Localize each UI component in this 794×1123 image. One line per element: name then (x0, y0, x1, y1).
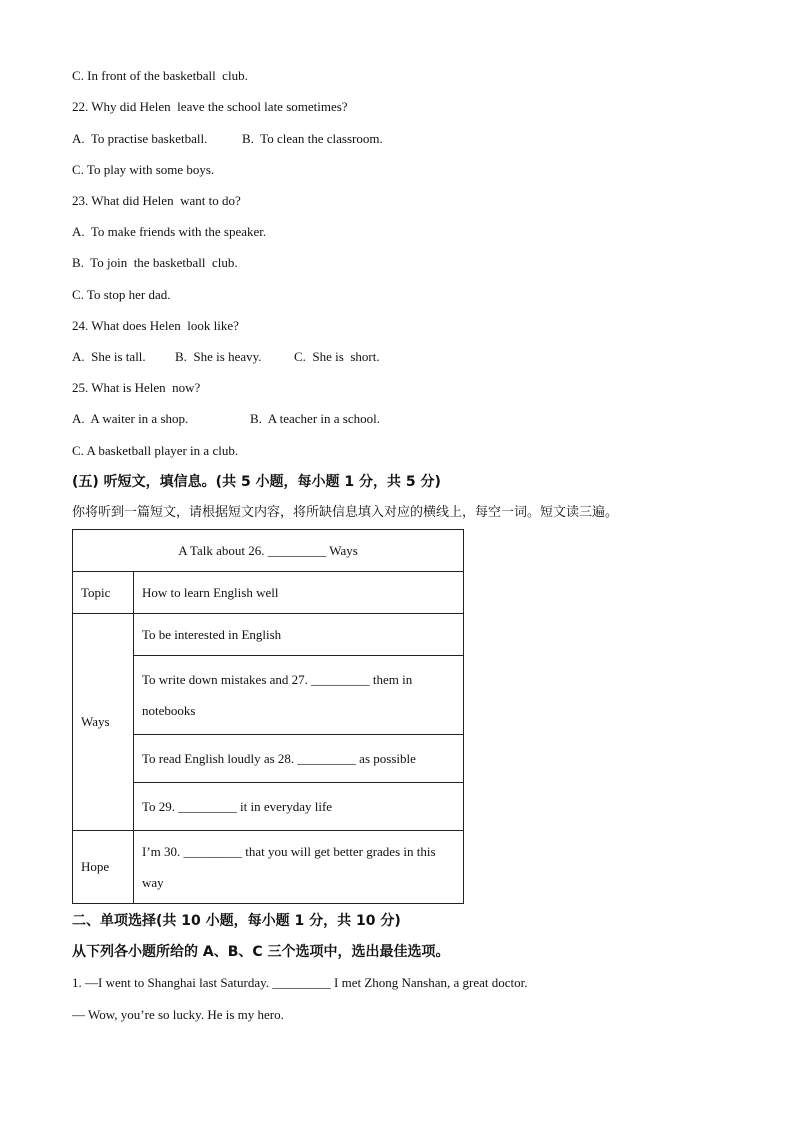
ways-label: Ways (73, 614, 134, 831)
hope-value-text: I’m 30. _________ that you will get better grades in this way (142, 844, 436, 890)
q25-option-b: B. A teacher in a school. (250, 411, 380, 426)
way-item-1: To be interested in English (134, 614, 464, 656)
q23-option-b: B. To join the basketball club. (72, 255, 238, 270)
q22-option-c: C. To play with some boys. (72, 162, 215, 177)
section-5-heading: (五) 听短文，填信息。(共 5 小题，每小题 1 分，共 5 分) (72, 474, 441, 490)
q25-option-c: C. A basketball player in a club. (72, 443, 239, 458)
q24-option-a: A. She is tall. (72, 349, 146, 364)
way-item-2-text: To write down mistakes and 27. _________ them in notebooks (142, 672, 413, 718)
way-item-3: To read English loudly as 28. _________ as possible (134, 735, 464, 783)
q25-option-a: A. A waiter in a shop. (72, 411, 189, 426)
line-q21-option-c: C. In front of the basketball club. (72, 68, 248, 83)
q23-option-a: A. To make friends with the speaker. (72, 224, 267, 239)
section-2-heading: 二、单项选择(共 10 小题，每小题 1 分，共 10 分) (72, 913, 401, 929)
q24-option-b: B. She is heavy. (175, 349, 262, 364)
hope-label: Hope (73, 831, 134, 904)
q22-option-b: B. To clean the classroom. (242, 131, 383, 146)
q24-option-c: C. She is short. (294, 349, 380, 364)
way-item-4: To 29. _________ it in everyday life (134, 783, 464, 831)
question-23: 23. What did Helen want to do? (72, 193, 241, 208)
section-2-instruction: 从下列各小题所给的 A、B、C 三个选项中，选出最佳选项。 (72, 944, 450, 960)
question-22: 22. Why did Helen leave the school late sometimes? (72, 99, 348, 114)
hope-value (134, 831, 464, 904)
table-row (73, 831, 464, 904)
topic-label: Topic (73, 572, 134, 614)
section-5-instruction: 你将听到一篇短文，请根据短文内容，将所缺信息填入对应的横线上，每空一词。短文读三遍。 (72, 505, 619, 520)
table-row (73, 572, 464, 614)
topic-value: How to learn English well (134, 572, 464, 614)
question-24: 24. What does Helen look like? (72, 318, 239, 333)
question-25: 25. What is Helen now? (72, 380, 201, 395)
table-title: A Talk about 26. _________ Ways (73, 530, 464, 572)
table-row (73, 530, 464, 572)
way-item-2 (134, 656, 464, 735)
info-table (72, 529, 464, 904)
q22-option-a: A. To practise basketball. (72, 131, 208, 146)
question-1-line-2: — Wow, you’re so lucky. He is my hero. (72, 1007, 284, 1022)
q23-option-c: C. To stop her dad. (72, 287, 171, 302)
table-row (73, 614, 464, 656)
question-1-line-1: 1. —I went to Shanghai last Saturday. _________ I met Zhong Nanshan, a great doctor. (72, 975, 528, 990)
